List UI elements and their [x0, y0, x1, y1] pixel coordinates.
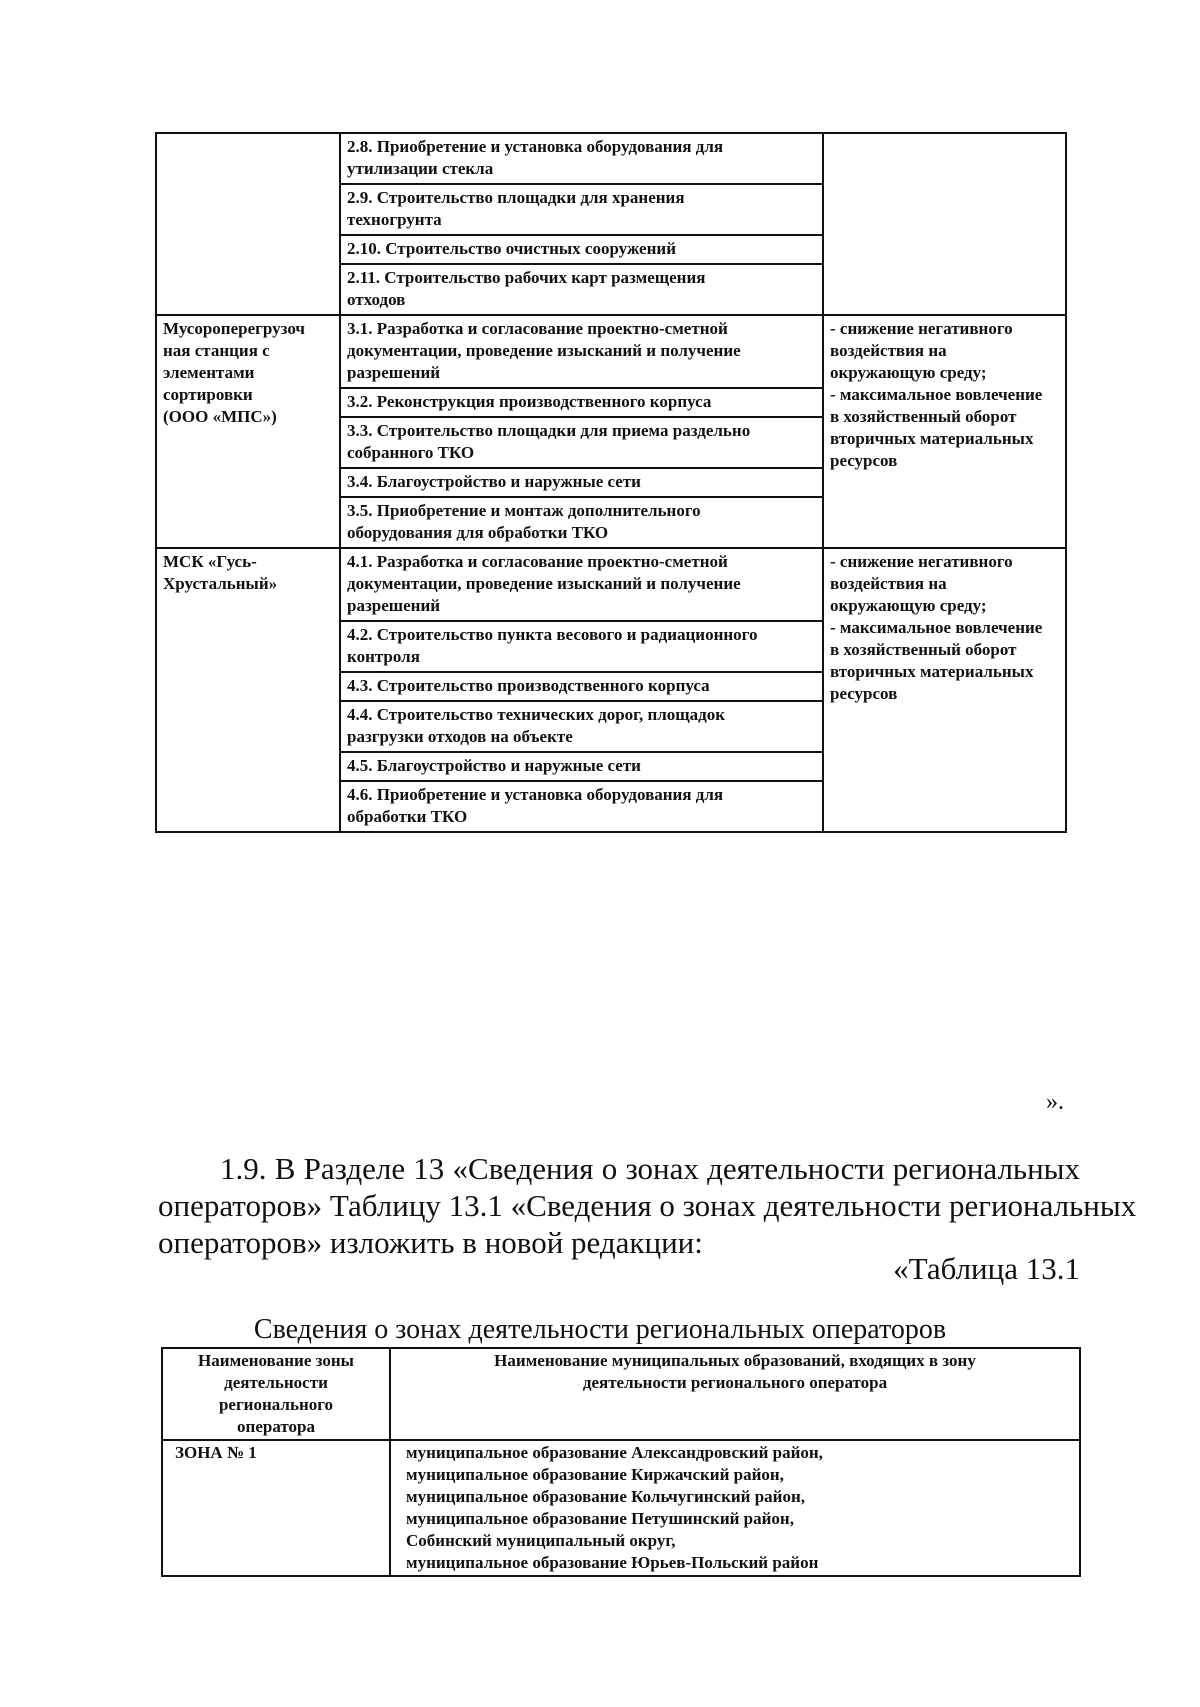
- measure-line: обработки ТКО: [347, 807, 468, 826]
- object-line: МСК «Гусь-: [163, 552, 257, 571]
- header-line: деятельности регионального оператора: [582, 1373, 888, 1392]
- measure-line: оборудования для обработки ТКО: [347, 523, 609, 542]
- measure-line: 4.6. Приобретение и установка оборудования для: [347, 785, 724, 804]
- object-line: Хрустальный»: [163, 574, 278, 593]
- measure-cell: [340, 133, 823, 184]
- table-header-row: [162, 1348, 1080, 1440]
- measure-cell: [340, 388, 823, 417]
- municipality-line: муниципальное образование Киржачский район,: [406, 1465, 784, 1484]
- measure-cell: [340, 752, 823, 781]
- table-row: [162, 1440, 1080, 1576]
- measure-cell: [340, 315, 823, 388]
- header-municipalities: [390, 1348, 1080, 1440]
- header-line: оператора: [237, 1417, 315, 1436]
- table-row: [156, 133, 1066, 184]
- paragraph-line: 1.9. В Разделе 13 «Сведения о зонах деятельности региональных: [220, 1151, 1080, 1186]
- object-line: элементами: [163, 363, 255, 382]
- header-line: Наименование муниципальных образований, входящих в зону: [494, 1351, 976, 1370]
- measure-line: документации, проведение изысканий и получение: [347, 341, 741, 360]
- measure-line: контроля: [347, 647, 420, 666]
- table-reference: «Таблица 13.1: [893, 1251, 1080, 1286]
- measure-line: 3.2. Реконструкция производственного корпуса: [347, 392, 712, 411]
- paragraph-line: операторов» Таблицу 13.1 «Сведения о зонах деятельности региональных: [158, 1188, 1137, 1223]
- object-line: ная станция с: [163, 341, 270, 360]
- effect-line: воздействия на: [830, 341, 947, 360]
- measure-cell: [340, 548, 823, 621]
- municipality-line: муниципальное образование Александровский район,: [406, 1443, 823, 1462]
- measure-line: 4.4. Строительство технических дорог, площадок: [347, 705, 726, 724]
- effect-line: воздействия на: [830, 574, 947, 593]
- measure-line: разрешений: [347, 596, 441, 615]
- paragraph-line: операторов» изложить в новой редакции:: [158, 1225, 703, 1260]
- object-cell: [156, 548, 340, 832]
- effect-cell: [823, 315, 1066, 548]
- measure-line: утилизации стекла: [347, 159, 494, 178]
- effect-line: в хозяйственный оборот: [830, 640, 1017, 659]
- effect-line: - снижение негативного: [830, 319, 1013, 338]
- measure-cell: [340, 468, 823, 497]
- header-line: регионального: [218, 1395, 334, 1414]
- effect-line: ресурсов: [830, 684, 898, 703]
- effect-cell: [823, 548, 1066, 832]
- measure-line: 3.3. Строительство площадки для приема раздельно: [347, 421, 751, 440]
- measure-line: 4.5. Благоустройство и наружные сети: [347, 756, 641, 775]
- effect-line: окружающую среду;: [830, 596, 987, 615]
- header-line: Наименование зоны: [198, 1351, 354, 1370]
- measure-cell: [340, 621, 823, 672]
- measure-cell: [340, 417, 823, 468]
- header-zone-name: [162, 1348, 390, 1440]
- measure-line: 4.1. Разработка и согласование проектно-сметной: [347, 552, 728, 571]
- measure-line: 4.3. Строительство производственного корпуса: [347, 676, 710, 695]
- object-line: (ООО «МПС»): [163, 407, 277, 426]
- measure-line: собранного ТКО: [347, 443, 475, 462]
- effect-line: - максимальное вовлечение: [830, 618, 1043, 637]
- measure-line: 2.8. Приобретение и установка оборудования для: [347, 137, 724, 156]
- measure-line: 3.1. Разработка и согласование проектно-сметной: [347, 319, 728, 338]
- effect-line: вторичных материальных: [830, 662, 1034, 681]
- municipality-line: Собинский муниципальный округ,: [406, 1531, 676, 1550]
- municipality-line: муниципальное образование Юрьев-Польский район: [406, 1553, 819, 1572]
- measure-line: 4.2. Строительство пункта весового и радиационного: [347, 625, 758, 644]
- measure-line: 2.9. Строительство площадки для хранения: [347, 188, 685, 207]
- zones-table: [161, 1347, 1081, 1577]
- measure-line: 3.4. Благоустройство и наружные сети: [347, 472, 641, 491]
- effect-line: вторичных материальных: [830, 429, 1034, 448]
- measure-cell: [340, 781, 823, 832]
- measure-cell: [340, 235, 823, 264]
- table-row: [156, 548, 1066, 621]
- measure-cell: [340, 701, 823, 752]
- municipalities-cell: [390, 1440, 1080, 1576]
- effect-line: окружающую среду;: [830, 363, 987, 382]
- measure-cell: [340, 497, 823, 548]
- measure-line: 2.11. Строительство рабочих карт размещения: [347, 268, 706, 287]
- amendment-paragraph: [158, 1150, 1137, 1261]
- measure-cell: [340, 264, 823, 315]
- effect-line: - максимальное вовлечение: [830, 385, 1043, 404]
- effect-line: ресурсов: [830, 451, 898, 470]
- header-line: деятельности: [224, 1373, 328, 1392]
- effect-line: в хозяйственный оборот: [830, 407, 1017, 426]
- object-line: Мусороперегрузоч: [163, 319, 305, 338]
- closing-quote: ».: [1046, 1089, 1064, 1115]
- municipality-line: муниципальное образование Петушинский район,: [406, 1509, 794, 1528]
- object-cell: [156, 133, 340, 315]
- measure-line: 3.5. Приобретение и монтаж дополнительного: [347, 501, 701, 520]
- measure-cell: [340, 184, 823, 235]
- measure-line: документации, проведение изысканий и получение: [347, 574, 741, 593]
- zones-table-title: Сведения о зонах деятельности региональных операторов: [253, 1314, 947, 1345]
- measure-cell: [340, 672, 823, 701]
- measure-line: 2.10. Строительство очистных сооружений: [347, 239, 676, 258]
- zone-cell: ЗОНА № 1: [162, 1440, 390, 1576]
- measure-line: разгрузки отходов на объекте: [347, 727, 573, 746]
- municipality-line: муниципальное образование Кольчугинский район,: [406, 1487, 806, 1506]
- effect-line: - снижение негативного: [830, 552, 1013, 571]
- object-cell: [156, 315, 340, 548]
- measures-table: [155, 132, 1067, 833]
- object-line: сортировки: [163, 385, 253, 404]
- measure-line: отходов: [347, 290, 406, 309]
- measure-line: техногрунта: [347, 210, 442, 229]
- measure-line: разрешений: [347, 363, 441, 382]
- table-row: [156, 315, 1066, 388]
- effect-cell: [823, 133, 1066, 315]
